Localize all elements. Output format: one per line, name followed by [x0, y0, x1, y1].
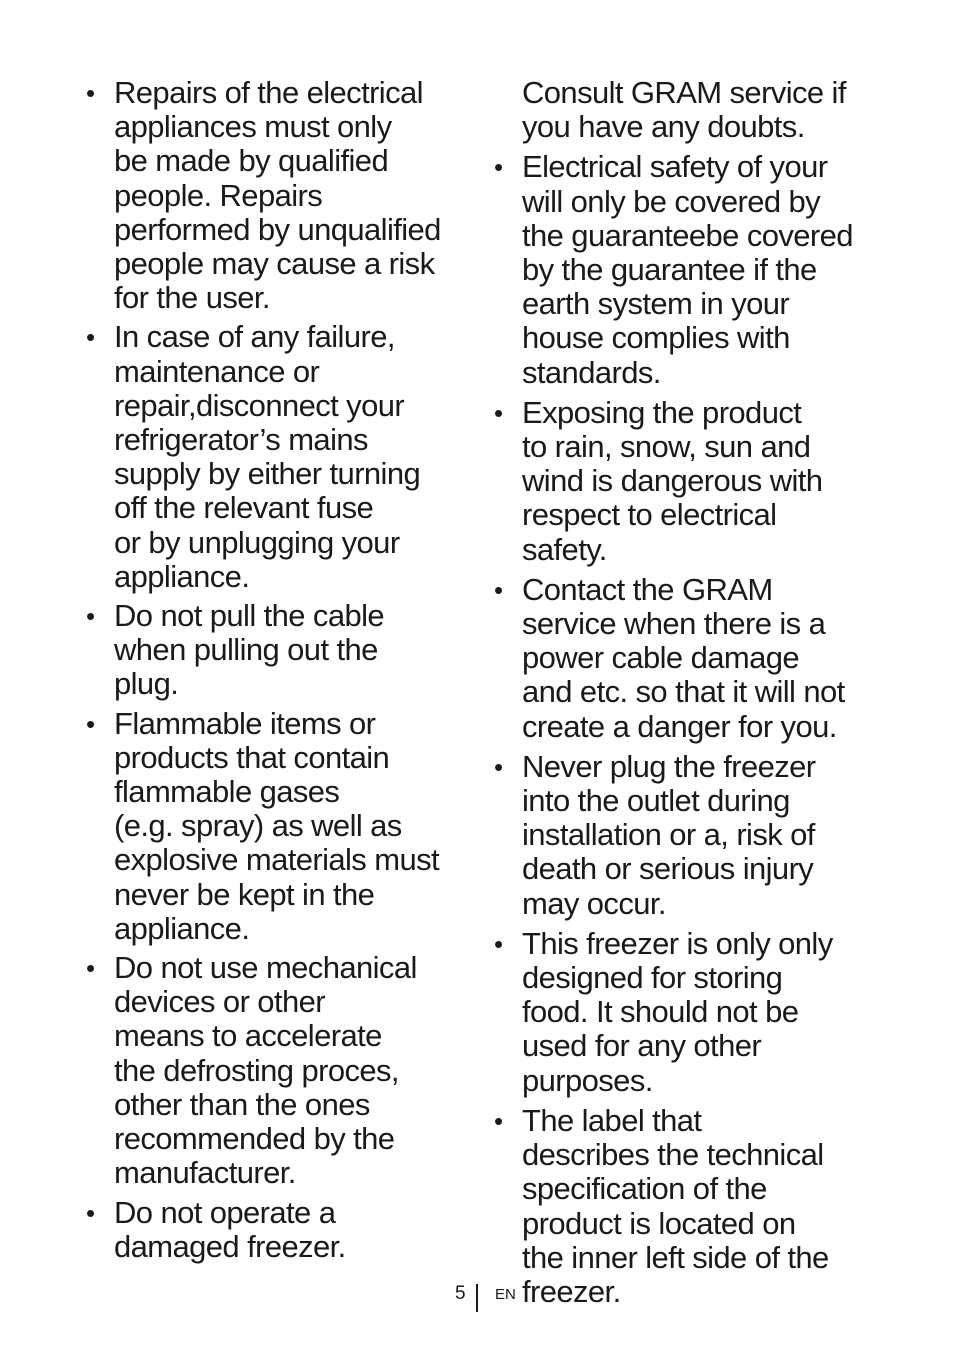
page-number: 5 — [455, 1283, 466, 1304]
list-item — [492, 150, 902, 389]
list-item-text: Electrical safety of your will only be covered by the guaranteebe covered by the guarantee if the earth system in your house complies with standards. — [522, 149, 853, 390]
list-item-text: In case of any failure, maintenance or repair,disconnect your refrigerator’s mains supply by either turning off the relevant fuse or by unplugging your appliance. — [114, 319, 421, 594]
bullet: • — [494, 397, 503, 428]
bullet: • — [86, 953, 95, 984]
bullet: • — [86, 708, 95, 739]
bullet: • — [86, 78, 95, 108]
bullet: • — [86, 1197, 95, 1228]
list-item — [84, 951, 484, 1190]
bullet: • — [494, 152, 503, 183]
footer-divider — [476, 1284, 478, 1312]
list-item-text: Do not use mechanical devices or other means to accelerate the defrosting proces, other than the ones recommended by the manufacturer. — [114, 950, 417, 1191]
left-column — [84, 76, 484, 1269]
list-item-text: Do not pull the cable when pulling out the plug. — [114, 598, 385, 702]
list-item — [84, 320, 484, 594]
list-item-text: This freezer is only only designed for storing food. It should not be used for any other purposes. — [522, 925, 833, 1098]
right-column — [492, 76, 902, 1315]
bullet: • — [86, 322, 95, 353]
list-item — [84, 707, 484, 946]
bullet: • — [86, 601, 95, 632]
list-item — [492, 927, 902, 1098]
bullet: • — [494, 1105, 503, 1136]
list-item — [84, 599, 484, 702]
list-item-text: The label that describes the technical specification of the product is located on the inner left side of the freezer. — [522, 1102, 829, 1309]
bullet: • — [494, 928, 503, 959]
list-item-text: Exposing the product to rain, snow, sun and wind is dangerous with respect to electrical safety. — [522, 394, 823, 567]
list-item — [492, 1104, 902, 1309]
language-code: EN — [495, 1286, 516, 1303]
continued-text: Consult GRAM service if you have any doubts. — [522, 75, 846, 145]
list-item — [492, 573, 902, 744]
list-item — [492, 750, 902, 921]
list-item-text: Contact the GRAM service when there is a power cable damage and etc. so that it will not create a danger for you. — [522, 571, 845, 744]
list-item — [84, 76, 484, 315]
list-item — [492, 396, 902, 567]
list-item-text: Do not operate a damaged freezer. — [114, 1194, 346, 1264]
bullet: • — [494, 751, 503, 782]
list-item-text: Flammable items or products that contain flammable gases (e.g. spray) as well as explosive materials must never be kept in the appliance. — [114, 705, 439, 946]
list-item — [84, 1196, 484, 1264]
list-item-text: Never plug the freezer into the outlet during installation or a, risk of death or serious injury may occur. — [522, 748, 816, 921]
bullet: • — [494, 574, 503, 605]
list-item-text: Repairs of the electrical appliances must only be made by qualified people. Repairs performed by unqualified people may cause a risk for the user. — [114, 75, 441, 316]
